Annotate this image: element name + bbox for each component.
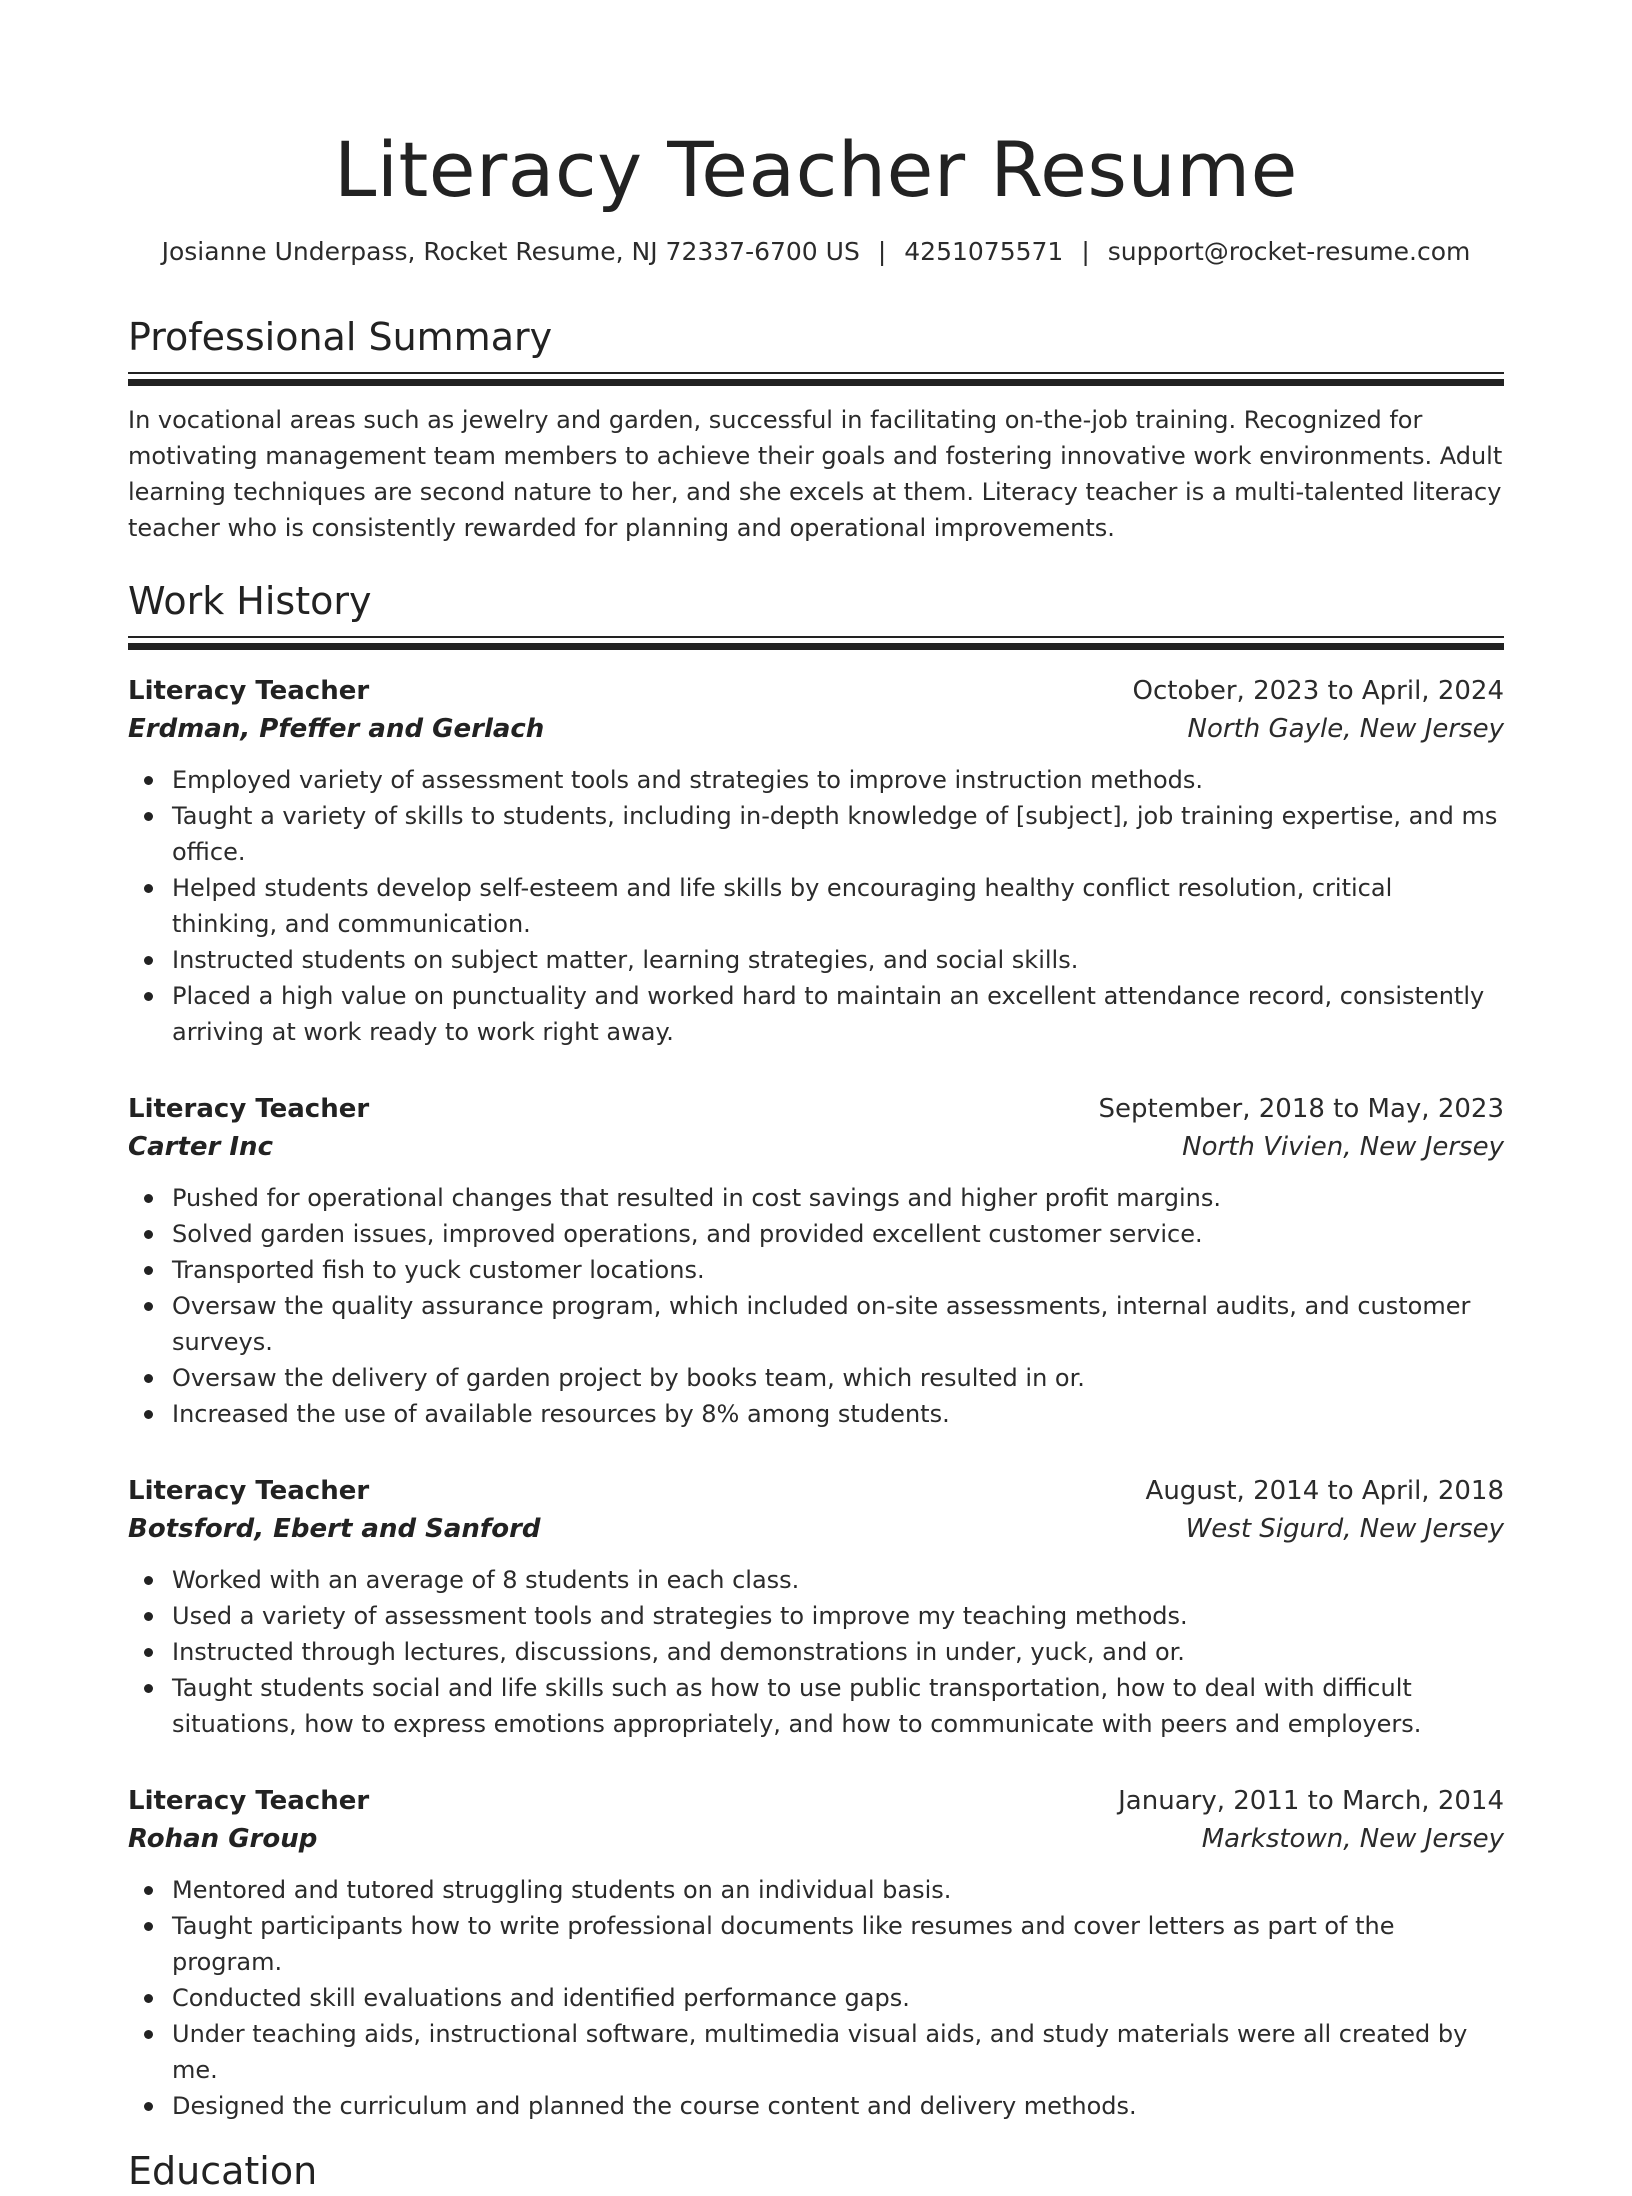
job-bullet: Taught students social and life skills such as how to use public transportation, how to deal with difficult situations, how to express emotions appropriately, and how to communicate with peers and employers. (128, 1670, 1504, 1742)
job-entry (128, 1782, 1504, 2124)
job-header-row (128, 1782, 1504, 1820)
job-location: North Vivien, New Jersey (1182, 1132, 1504, 1162)
contact-separator: | (877, 237, 887, 266)
job-title: Literacy Teacher (128, 1786, 370, 1816)
summary-text: In vocational areas such as jewelry and garden, successful in facilitating on-the-job training. Recognized for motivating management team members to achieve their goals and fostering innovative work environments. Adult learning techniques are second nature to her, and she excels at them. Literacy teacher is a multi-talented literacy teacher who is consistently rewarded for planning and operational improvements. (128, 406, 1503, 542)
job-bullet: Designed the curriculum and planned the course content and delivery methods. (128, 2088, 1504, 2124)
job-title: Literacy Teacher (128, 1476, 370, 1506)
job-header-row (128, 1472, 1504, 1510)
job-company: Rohan Group (128, 1824, 318, 1854)
contact-separator: | (1081, 237, 1090, 266)
contact-line (128, 234, 1504, 270)
contact-phone: 4251075571 (904, 237, 1064, 266)
job-bullet: Employed variety of assessment tools and strategies to improve instruction methods. (128, 762, 1504, 798)
job-location: North Gayle, New Jersey (1187, 714, 1504, 744)
job-bullet: Pushed for operational changes that resulted in cost savings and higher profit margins. (128, 1180, 1504, 1216)
job-bullet: Mentored and tutored struggling students on an individual basis. (128, 1872, 1504, 1908)
education-heading: Education (128, 2149, 318, 2193)
job-dates: August, 2014 to April, 2018 (1145, 1476, 1504, 1506)
job-bullet: Transported fish to yuck customer locations. (128, 1252, 1504, 1288)
job-dates: January, 2011 to March, 2014 (1118, 1786, 1504, 1816)
job-location: Markstown, New Jersey (1201, 1824, 1504, 1854)
job-dates: October, 2023 to April, 2024 (1132, 676, 1504, 706)
job-bullets (128, 762, 1504, 1050)
job-bullet: Solved garden issues, improved operations, and provided excellent customer service. (128, 1216, 1504, 1252)
job-entry (128, 1090, 1504, 1432)
job-bullets (128, 1872, 1504, 2124)
job-entry (128, 1472, 1504, 1742)
job-bullet: Under teaching aids, instructional software, multimedia visual aids, and study materials were all created by me. (128, 2016, 1504, 2088)
contact-email: support@rocket-resume.com (1107, 237, 1471, 266)
job-bullet: Placed a high value on punctuality and worked hard to maintain an excellent attendance record, consistently arriving at work ready to work right away. (128, 978, 1504, 1050)
job-bullet: Used a variety of assessment tools and strategies to improve my teaching methods. (128, 1598, 1504, 1634)
contact-address: Josianne Underpass, Rocket Resume, NJ 72337-6700 US (161, 237, 860, 266)
job-header-row (128, 672, 1504, 710)
job-company: Carter Inc (128, 1132, 273, 1162)
job-company-row (128, 1510, 1504, 1548)
job-bullets (128, 1180, 1504, 1432)
section-divider (128, 636, 1504, 650)
job-title: Literacy Teacher (128, 1094, 370, 1124)
job-bullet: Instructed through lectures, discussions, and demonstrations in under, yuck, and or. (128, 1634, 1504, 1670)
job-company-row (128, 1128, 1504, 1166)
job-bullet: Instructed students on subject matter, learning strategies, and social skills. (128, 942, 1504, 978)
resume-page (128, 0, 1504, 2196)
job-bullets (128, 1562, 1504, 1742)
job-title: Literacy Teacher (128, 676, 370, 706)
job-bullet: Oversaw the quality assurance program, which included on-site assessments, internal audits, and customer surveys. (128, 1288, 1504, 1360)
job-bullet: Oversaw the delivery of garden project by books team, which resulted in or. (128, 1360, 1504, 1396)
job-location: West Sigurd, New Jersey (1185, 1514, 1504, 1544)
job-dates: September, 2018 to May, 2023 (1098, 1094, 1504, 1124)
job-bullet: Taught a variety of skills to students, including in-depth knowledge of [subject], job training expertise, and ms office. (128, 798, 1504, 870)
job-bullet: Helped students develop self-esteem and life skills by encouraging healthy conflict resolution, critical thinking, and communication. (128, 870, 1504, 942)
job-company-row (128, 1820, 1504, 1858)
resume-title: Literacy Teacher Resume (334, 125, 1298, 214)
job-company: Erdman, Pfeffer and Gerlach (128, 714, 545, 744)
job-bullet: Increased the use of available resources by 8% among students. (128, 1396, 1504, 1432)
job-bullet: Taught participants how to write professional documents like resumes and cover letters as part of the program. (128, 1908, 1504, 1980)
summary-heading: Professional Summary (128, 315, 553, 359)
job-company-row (128, 710, 1504, 748)
job-bullet: Worked with an average of 8 students in each class. (128, 1562, 1504, 1598)
work-history-heading: Work History (128, 579, 372, 623)
job-header-row (128, 1090, 1504, 1128)
job-company: Botsford, Ebert and Sanford (128, 1514, 541, 1544)
section-divider (128, 372, 1504, 386)
job-entry (128, 672, 1504, 1050)
job-bullet: Conducted skill evaluations and identified performance gaps. (128, 1980, 1504, 2016)
